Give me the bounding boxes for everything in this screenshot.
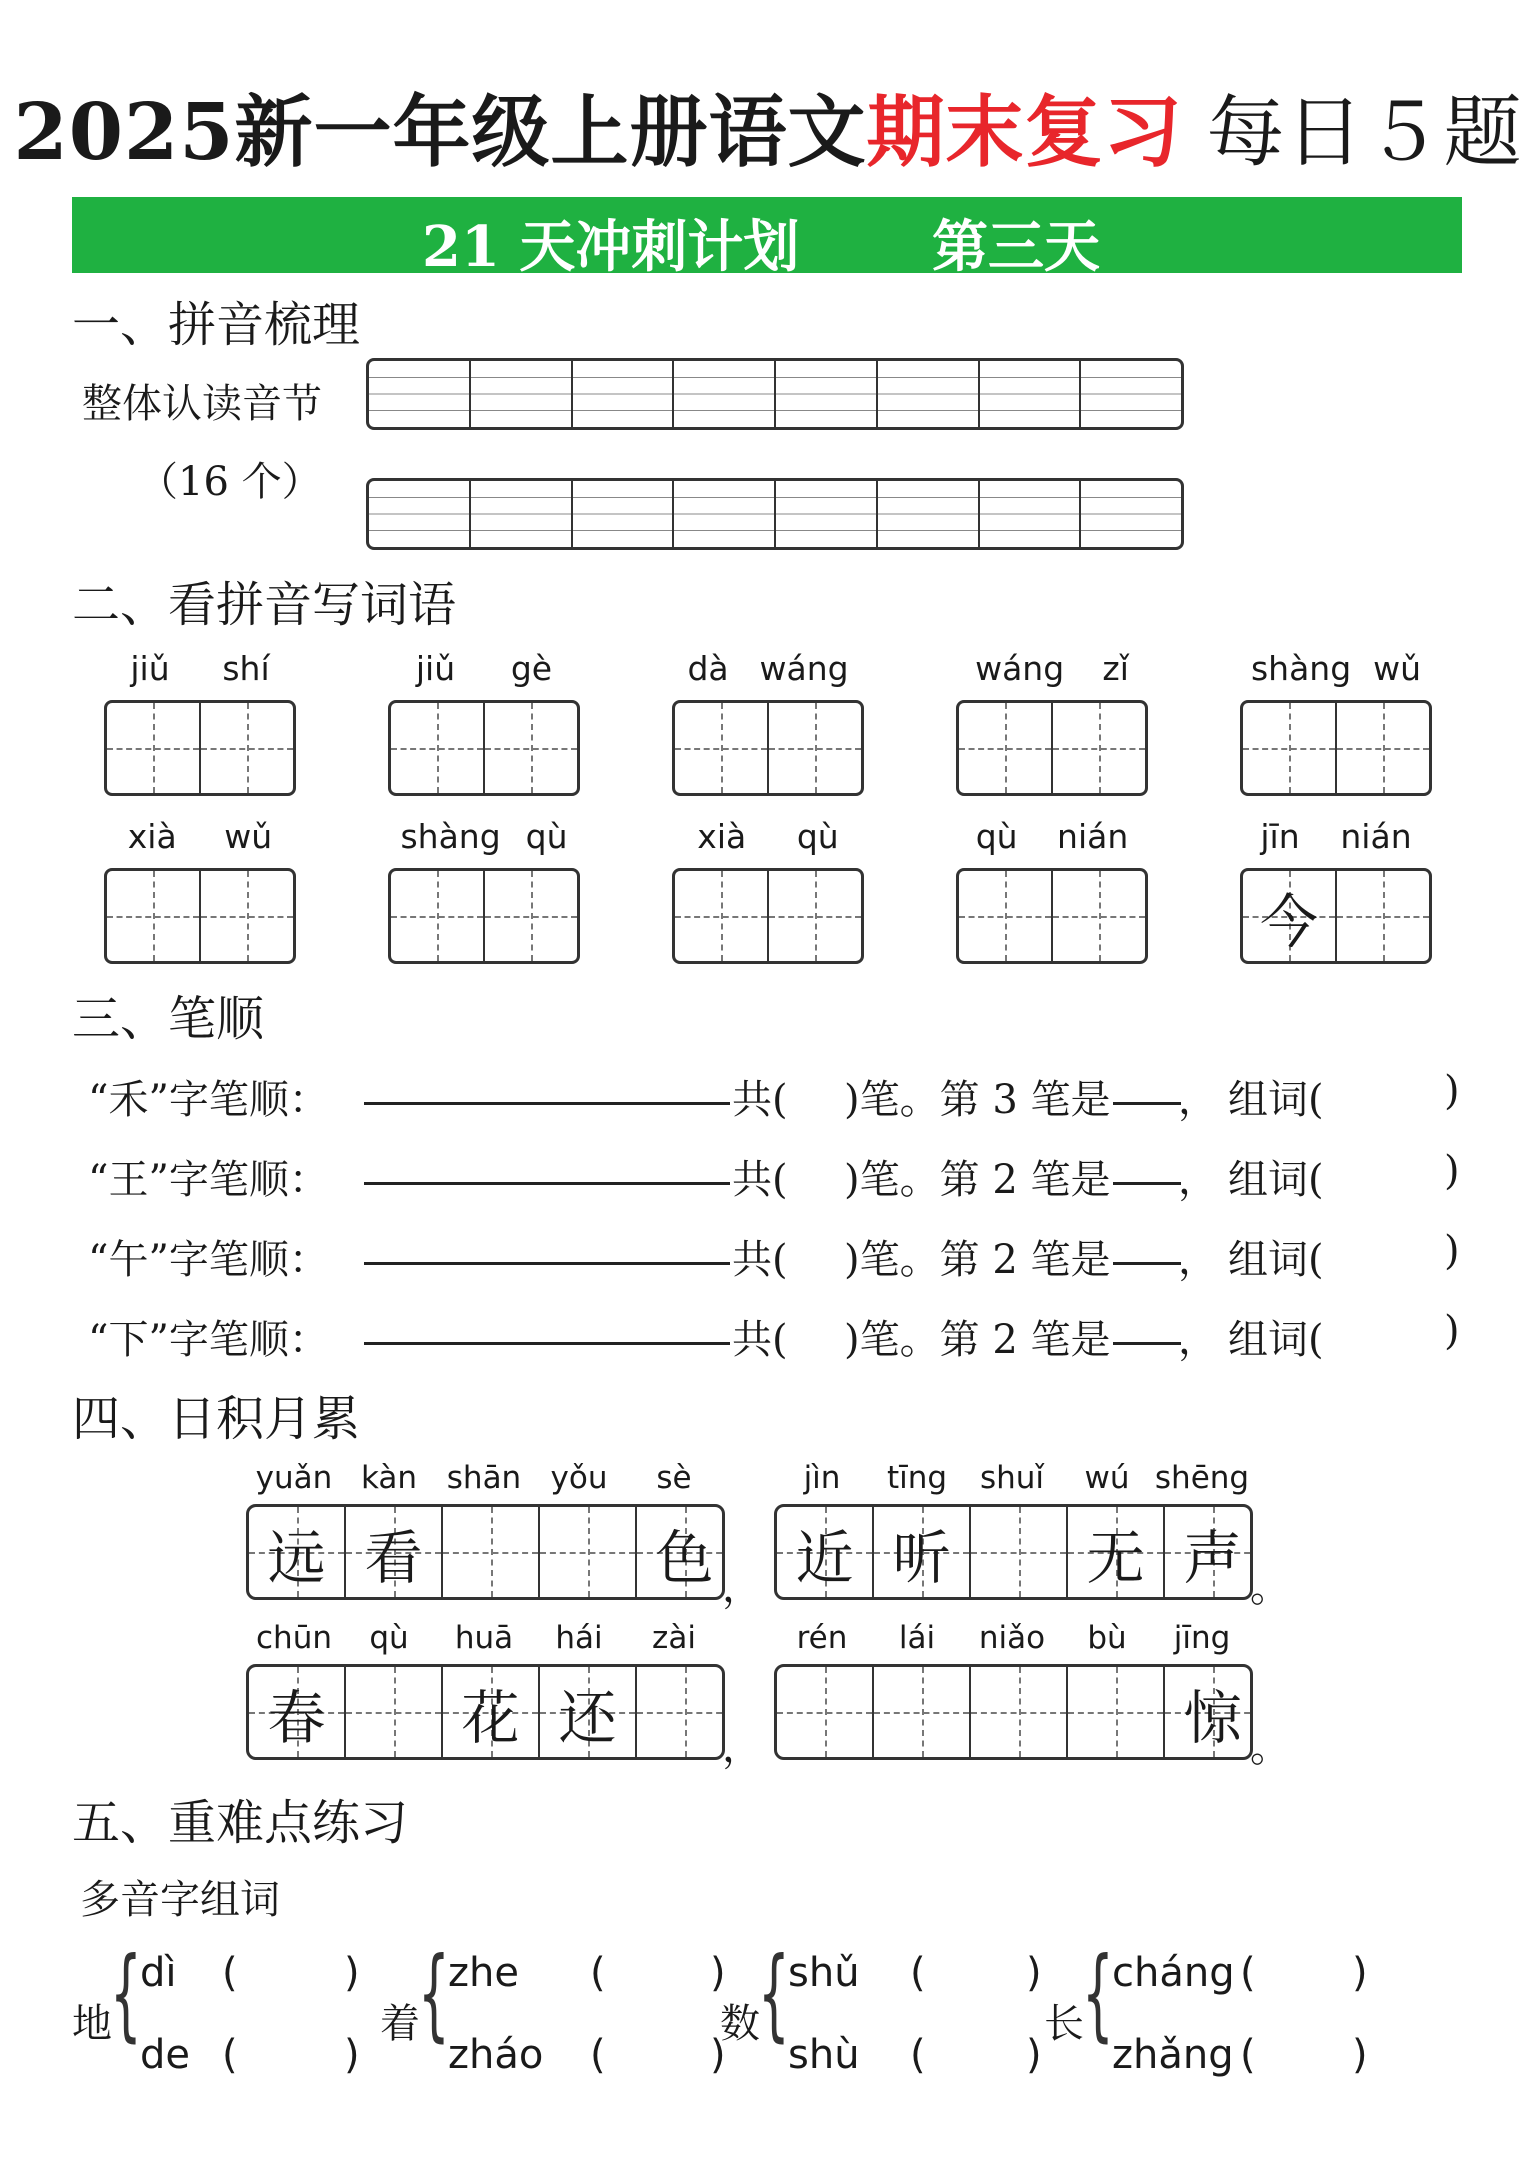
idiom-pinyin: qù: [369, 1620, 409, 1656]
word-label: 组词(: [1228, 1317, 1324, 1363]
tianzige-box[interactable]: [672, 700, 864, 796]
idiom-pinyin: bù: [1087, 1620, 1127, 1656]
idiom-pinyin: rén: [796, 1620, 848, 1656]
polyphone-reading: dì: [140, 1950, 177, 1996]
stroke-total-label: 共(: [732, 1237, 788, 1283]
section3-heading: 三、笔顺: [72, 991, 265, 1047]
idiom-pinyin: shēng: [1154, 1460, 1250, 1496]
open-paren: (: [1240, 1950, 1256, 1996]
open-paren: (: [222, 2032, 238, 2078]
close-paren: ): [344, 1950, 360, 1996]
idiom-line: [246, 1620, 762, 1771]
stroke-nth-label: )笔。第 2 笔是: [844, 1317, 1111, 1363]
idiom-char: 色: [655, 1524, 714, 1592]
idiom-pinyin: kàn: [360, 1460, 418, 1496]
stroke-total-label: 共(: [732, 1077, 788, 1123]
stroke-char-label: “午”字笔顺：: [88, 1237, 329, 1283]
close-paren: ): [1352, 2032, 1368, 2078]
polyphone-reading: zháo: [448, 2032, 544, 2078]
idiom-pinyin: jìn: [803, 1460, 841, 1496]
banner-plan: 21 天冲刺计划: [422, 214, 800, 280]
word-item: [1240, 812, 1432, 964]
idiom-pinyin: sè: [656, 1460, 692, 1496]
word-item: [956, 644, 1148, 796]
section5-sub: 多音字组词: [80, 1877, 280, 1923]
stroke-total-label: 共(: [732, 1157, 788, 1203]
word-item: [104, 644, 296, 796]
section1-label: 整体认读音节: [82, 381, 322, 427]
idiom-pinyin: wú: [1084, 1460, 1130, 1496]
stroke-char-label: “禾”字笔顺：: [88, 1077, 329, 1123]
stroke-nth-answer-line[interactable]: [1113, 1342, 1181, 1345]
section1-heading: 一、拼音梳理: [72, 297, 361, 353]
idiom-line: [774, 1620, 1290, 1771]
polyphone-char: 着: [380, 2001, 420, 2047]
open-paren: (: [910, 2032, 926, 2078]
open-paren: (: [590, 1950, 606, 1996]
close-paren: ): [1444, 1068, 1460, 1114]
comma: ，: [1178, 1077, 1218, 1123]
idiom-punct: 。: [1250, 1565, 1290, 1611]
close-paren: ): [1444, 1308, 1460, 1354]
close-paren: ): [1444, 1228, 1460, 1274]
idiom-pinyin: hái: [555, 1620, 603, 1656]
tianzige-box[interactable]: [104, 868, 296, 964]
tianzige-box[interactable]: [388, 700, 580, 796]
plan-banner: [72, 197, 1462, 280]
pinyin-syllable: dà: [687, 649, 729, 688]
word-item: [388, 644, 580, 796]
close-paren: ): [1026, 1950, 1042, 1996]
word-item: [672, 644, 864, 796]
idiom-char: 花: [461, 1684, 520, 1752]
brace-icon: {: [418, 1935, 450, 2052]
section2-heading: 二、看拼音写词语: [72, 577, 457, 633]
word-pinyin: [1240, 812, 1432, 856]
pinyin-syllable: gè: [510, 649, 553, 688]
word-label: 组词(: [1228, 1157, 1324, 1203]
idiom-grid[interactable]: [774, 1664, 1253, 1760]
pinyin-syllable: wǔ: [224, 817, 273, 856]
stroke-char-label: “下”字笔顺：: [88, 1317, 329, 1363]
stroke-answer-line[interactable]: [364, 1262, 730, 1265]
tianzige-box[interactable]: [1240, 868, 1432, 964]
close-paren: ): [1026, 2032, 1042, 2078]
brace-icon: {: [110, 1935, 142, 2052]
idiom-pinyin: tīng: [886, 1460, 948, 1496]
close-paren: ): [1444, 1148, 1460, 1194]
pinyin-syllable: nián: [1057, 817, 1129, 856]
polyphone-char: 数: [720, 2001, 760, 2047]
pinyin-syllable: jiǔ: [130, 649, 170, 688]
idiom-grid[interactable]: [246, 1504, 725, 1600]
stroke-order-row: [88, 1222, 1468, 1282]
idiom-punct: ，: [722, 1565, 762, 1611]
word-pinyin: [1240, 644, 1432, 688]
idiom-pinyin: lái: [898, 1620, 936, 1656]
word-item: [956, 812, 1148, 964]
word-pinyin: [672, 644, 864, 688]
stroke-nth-label: )笔。第 2 笔是: [844, 1157, 1111, 1203]
polyphone-reading: zhe: [448, 1950, 519, 1996]
banner-day: 第三天: [932, 214, 1100, 280]
word-label: 组词(: [1228, 1077, 1324, 1123]
page-title: 2025新一年级上册语文期末复习 每日５题: [13, 87, 1523, 178]
tianzige-box[interactable]: [104, 700, 296, 796]
tianzige-box[interactable]: [1240, 700, 1432, 796]
pinyin-syllable: shàng: [1250, 649, 1352, 688]
word-item: [104, 812, 296, 964]
word-pinyin: [104, 644, 296, 688]
comma: ，: [1178, 1237, 1218, 1283]
idiom-char: 惊: [1183, 1684, 1242, 1752]
idiom-char: 春: [267, 1684, 326, 1752]
pinyin-syllable: qù: [975, 817, 1018, 856]
idiom-pinyin: yǒu: [550, 1460, 608, 1496]
idiom-pinyin: huā: [454, 1620, 514, 1656]
word-pinyin: [672, 812, 864, 856]
polyphone-char: 长: [1044, 2001, 1084, 2047]
polyphone-reading: de: [140, 2032, 190, 2078]
word-pinyin: [956, 644, 1148, 688]
stroke-total-label: 共(: [732, 1317, 788, 1363]
pinyin-syllable: jiǔ: [415, 649, 456, 688]
idiom-pinyin: yuǎn: [255, 1460, 333, 1496]
stroke-nth-answer-line[interactable]: [1113, 1262, 1181, 1265]
close-paren: ): [710, 1950, 726, 1996]
polyphone-reading: shǔ: [788, 1950, 860, 1996]
idiom-line: [246, 1460, 762, 1611]
brace-icon: {: [1082, 1935, 1114, 2052]
stroke-order-row: [88, 1302, 1468, 1362]
tianzige-box[interactable]: [388, 868, 580, 964]
word-label: 组词(: [1228, 1237, 1324, 1283]
idiom-char: 近: [795, 1524, 854, 1592]
word-item: [388, 812, 580, 964]
tianzige-box[interactable]: [956, 700, 1148, 796]
pinyin-syllable: zǐ: [1102, 649, 1129, 688]
polyphone-reading: cháng: [1112, 1950, 1235, 1996]
idiom-char: 听: [892, 1524, 951, 1592]
brace-icon: {: [758, 1935, 790, 2052]
pinyin-syllable: wáng: [759, 649, 849, 688]
idiom-char: 看: [364, 1524, 423, 1592]
word-pinyin: [388, 644, 580, 688]
pinyin-syllable: wǔ: [1373, 649, 1422, 688]
word-pinyin: [388, 812, 580, 856]
pinyin-syllable: shàng: [400, 817, 501, 856]
tianzige-box[interactable]: [672, 868, 864, 964]
open-paren: (: [590, 2032, 606, 2078]
pinyin-writing-row-1[interactable]: [366, 358, 1184, 430]
section5-heading: 五、重难点练习: [72, 1795, 409, 1851]
polyphone-reading: shù: [788, 2032, 860, 2078]
pinyin-syllable: qù: [796, 817, 839, 856]
close-paren: ): [710, 2032, 726, 2078]
idiom-char: 声: [1183, 1524, 1242, 1592]
idiom-char: 无: [1086, 1524, 1145, 1592]
stroke-nth-label: )笔。第 3 笔是: [844, 1077, 1111, 1123]
idiom-pinyin: niǎo: [978, 1620, 1046, 1656]
section1-count: （16 个）: [138, 459, 322, 505]
idiom-pinyin: jīng: [1173, 1620, 1231, 1656]
pinyin-syllable: xià: [697, 817, 747, 856]
idiom-pinyin: shuǐ: [979, 1460, 1045, 1496]
stroke-answer-line[interactable]: [364, 1102, 730, 1105]
answer-char: 今: [1259, 888, 1318, 956]
open-paren: (: [222, 1950, 238, 1996]
idiom-line: [774, 1460, 1290, 1611]
pinyin-syllable: shí: [222, 649, 270, 688]
section4-heading: 四、日积月累: [72, 1391, 361, 1447]
stroke-nth-label: )笔。第 2 笔是: [844, 1237, 1111, 1283]
word-pinyin: [956, 812, 1148, 856]
stroke-order-row: [88, 1062, 1468, 1122]
comma: ，: [1178, 1317, 1218, 1363]
idiom-grid[interactable]: [246, 1664, 725, 1760]
stroke-char-label: “王”字笔顺：: [88, 1157, 329, 1203]
stroke-order-row: [88, 1142, 1468, 1202]
stroke-nth-answer-line[interactable]: [1113, 1182, 1181, 1185]
pinyin-syllable: qù: [525, 817, 568, 856]
idiom-char: 远: [267, 1524, 326, 1592]
polyphone-char: 地: [72, 2001, 112, 2047]
close-paren: ): [344, 2032, 360, 2078]
word-item: [672, 812, 864, 964]
pinyin-syllable: xià: [127, 817, 177, 856]
pinyin-syllable: wáng: [975, 649, 1065, 688]
word-pinyin: [104, 812, 296, 856]
pinyin-writing-row-2[interactable]: [366, 478, 1184, 550]
stroke-nth-answer-line[interactable]: [1113, 1102, 1181, 1105]
close-paren: ): [1352, 1950, 1368, 1996]
word-item: [1240, 644, 1432, 796]
idiom-punct: 。: [1250, 1725, 1290, 1771]
stroke-answer-line[interactable]: [364, 1342, 730, 1345]
idiom-grid[interactable]: [774, 1504, 1253, 1600]
open-paren: (: [1240, 2032, 1256, 2078]
idiom-char: 还: [558, 1684, 617, 1752]
idiom-pinyin: shān: [446, 1460, 522, 1496]
pinyin-syllable: nián: [1340, 817, 1412, 856]
polyphone-reading: zhǎng: [1112, 2032, 1234, 2078]
idiom-pinyin: zài: [652, 1620, 696, 1656]
stroke-answer-line[interactable]: [364, 1182, 730, 1185]
idiom-pinyin: chūn: [256, 1620, 332, 1656]
pinyin-syllable: jīn: [1260, 817, 1300, 856]
idiom-punct: ，: [722, 1725, 762, 1771]
tianzige-box[interactable]: [956, 868, 1148, 964]
open-paren: (: [910, 1950, 926, 1996]
comma: ，: [1178, 1157, 1218, 1203]
